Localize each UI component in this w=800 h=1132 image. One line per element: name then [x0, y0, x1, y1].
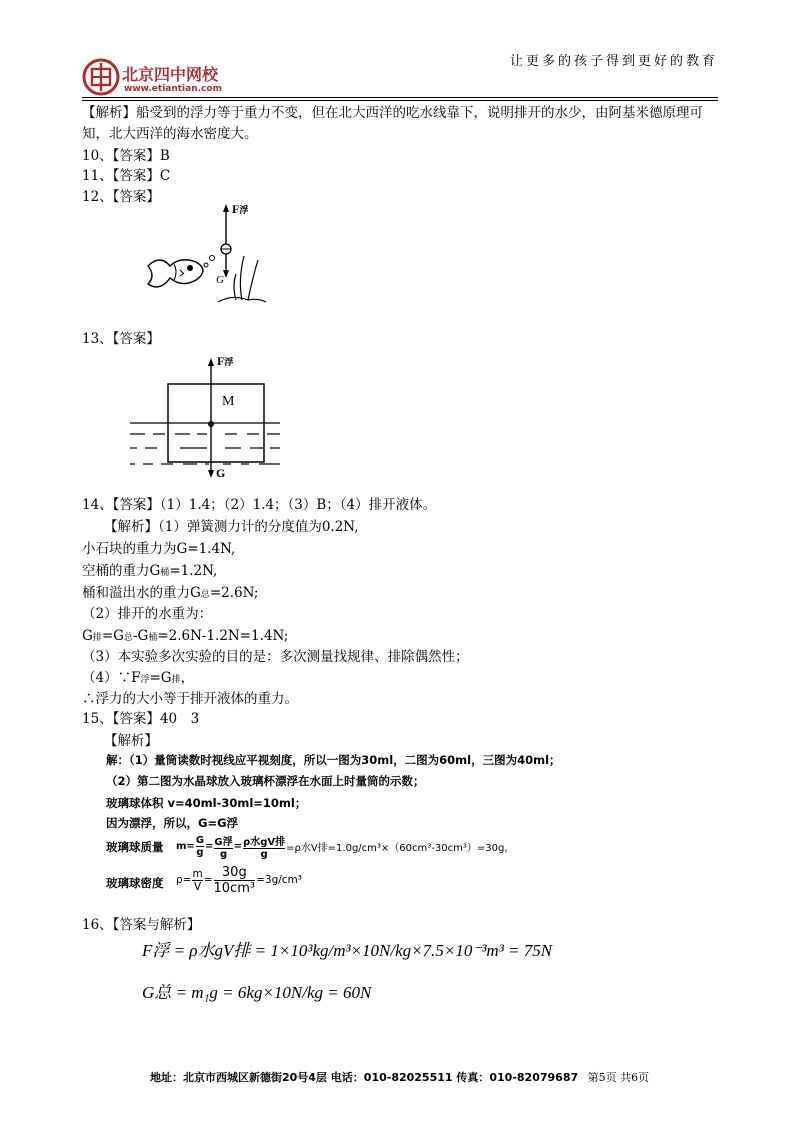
q13-force-f-label: F浮: [217, 354, 234, 368]
logo-name: 北京四中网校: [122, 65, 219, 84]
q15-analysis-title: 【解析】: [104, 733, 158, 749]
footer: [150, 1069, 649, 1085]
q15-mass-formula: m= $\frac{G}{g}$ = G浮 g = ρ水gV排 g =ρ水V排=1.0g/cm³×（60cm³-30cm³）=30g，: [176, 834, 515, 860]
q14-analysis-1: 【解析】（1）弹簧测力计的分度值为0.2N,: [104, 519, 359, 535]
q10-answer: 10、【答案】B: [82, 148, 170, 164]
q16-title: 16、【答案与解析】: [82, 917, 201, 933]
school-logo-icon: [82, 58, 120, 96]
q15-density-formula: ρ= $\frac{m}{V}$ = $\frac{30g}{\text{10cm³}}$ =3g/cm³: [176, 864, 302, 896]
q14-analysis-5: （2）排开的水重为：: [82, 606, 213, 622]
q13-figure: [125, 350, 285, 485]
logo-url: www.etiantian.com: [124, 84, 222, 94]
q14-analysis-4: 桶和溢出水的重力G总=2.6N;: [82, 585, 259, 601]
q13-block-label: M: [222, 394, 235, 409]
q16-buoyancy-equation: F浮 = ρ水gV排 = 1×10³kg/m³×10N/kg×7.5×10⁻³m³ = 75N: [142, 941, 553, 960]
q11-answer: 11、【答案】C: [82, 168, 171, 184]
q13-force-g-label: G: [216, 466, 226, 480]
q15-mass-label: 玻璃球质量: [106, 840, 164, 854]
header-slogan: 让更多的孩子得到更好的教育: [509, 54, 718, 69]
q14-analysis-6: G排=G总-G桶=2.6N-1.2N=1.4N;: [82, 628, 289, 644]
header-rule-2: [82, 100, 718, 101]
q14-analysis-9: ∴浮力的大小等于排开液体的重力。: [82, 691, 298, 707]
q14-analysis-3: 空桶的重力G桶=1.2N,: [82, 563, 218, 579]
q14-analysis-7: （3）本实验多次实验的目的是：多次测量找规律、排除偶然性；: [82, 649, 469, 665]
q9-analysis-line-2: 知，北大西洋的海水密度大。: [82, 126, 258, 142]
q16-gravity-equation: G总 = m₁g = 6kg×10N/kg = 60N: [142, 983, 372, 1002]
q15-density-label: 玻璃球密度: [106, 876, 164, 890]
fish-bubble-diagram: [140, 200, 270, 312]
q13-title: 13、【答案】: [82, 331, 160, 347]
footer-page: 第5页 共6页: [587, 1071, 650, 1084]
q12-force-f-label: F浮: [232, 202, 249, 216]
q9-analysis-line-1: 【解析】船受到的浮力等于重力不变，但在北大西洋的吃水线靠下，说明排开的水少，由阿基米德原理可: [82, 105, 703, 121]
footer-address: 地址：北京市西城区新德街20号4层 电话：010-82025511 传真：010-82079687: [150, 1071, 579, 1084]
block-in-water-diagram: [125, 350, 285, 485]
q15-answer: 15、【答案】40 3: [82, 711, 200, 727]
q14-analysis-2: 小石块的重力为G=1.4N,: [82, 541, 236, 557]
q12-title: 12、【答案】: [82, 189, 160, 205]
q14-answer: 14、【答案】（1）1.4；（2）1.4；（3）B；（4）排开液体。: [82, 497, 437, 513]
q12-figure: [140, 200, 270, 312]
q14-analysis-8: （4）∵F浮=G排，: [82, 670, 195, 686]
q12-force-g-label: G: [216, 274, 224, 286]
q15-step-4: 因为漂浮，所以，G=G浮: [106, 816, 239, 830]
q15-step-1: 解：（1）量筒读数时视线应平视刻度，所以一图为30ml，二图为60ml，三图为40ml；: [106, 753, 561, 767]
header-rule: [82, 97, 718, 98]
q15-step-2: （2）第二图为水晶球放入玻璃杯漂浮在水面上时量筒的示数；: [106, 774, 425, 788]
q15-step-3: 玻璃球体积 v=40ml-30ml=10ml；: [106, 796, 307, 810]
